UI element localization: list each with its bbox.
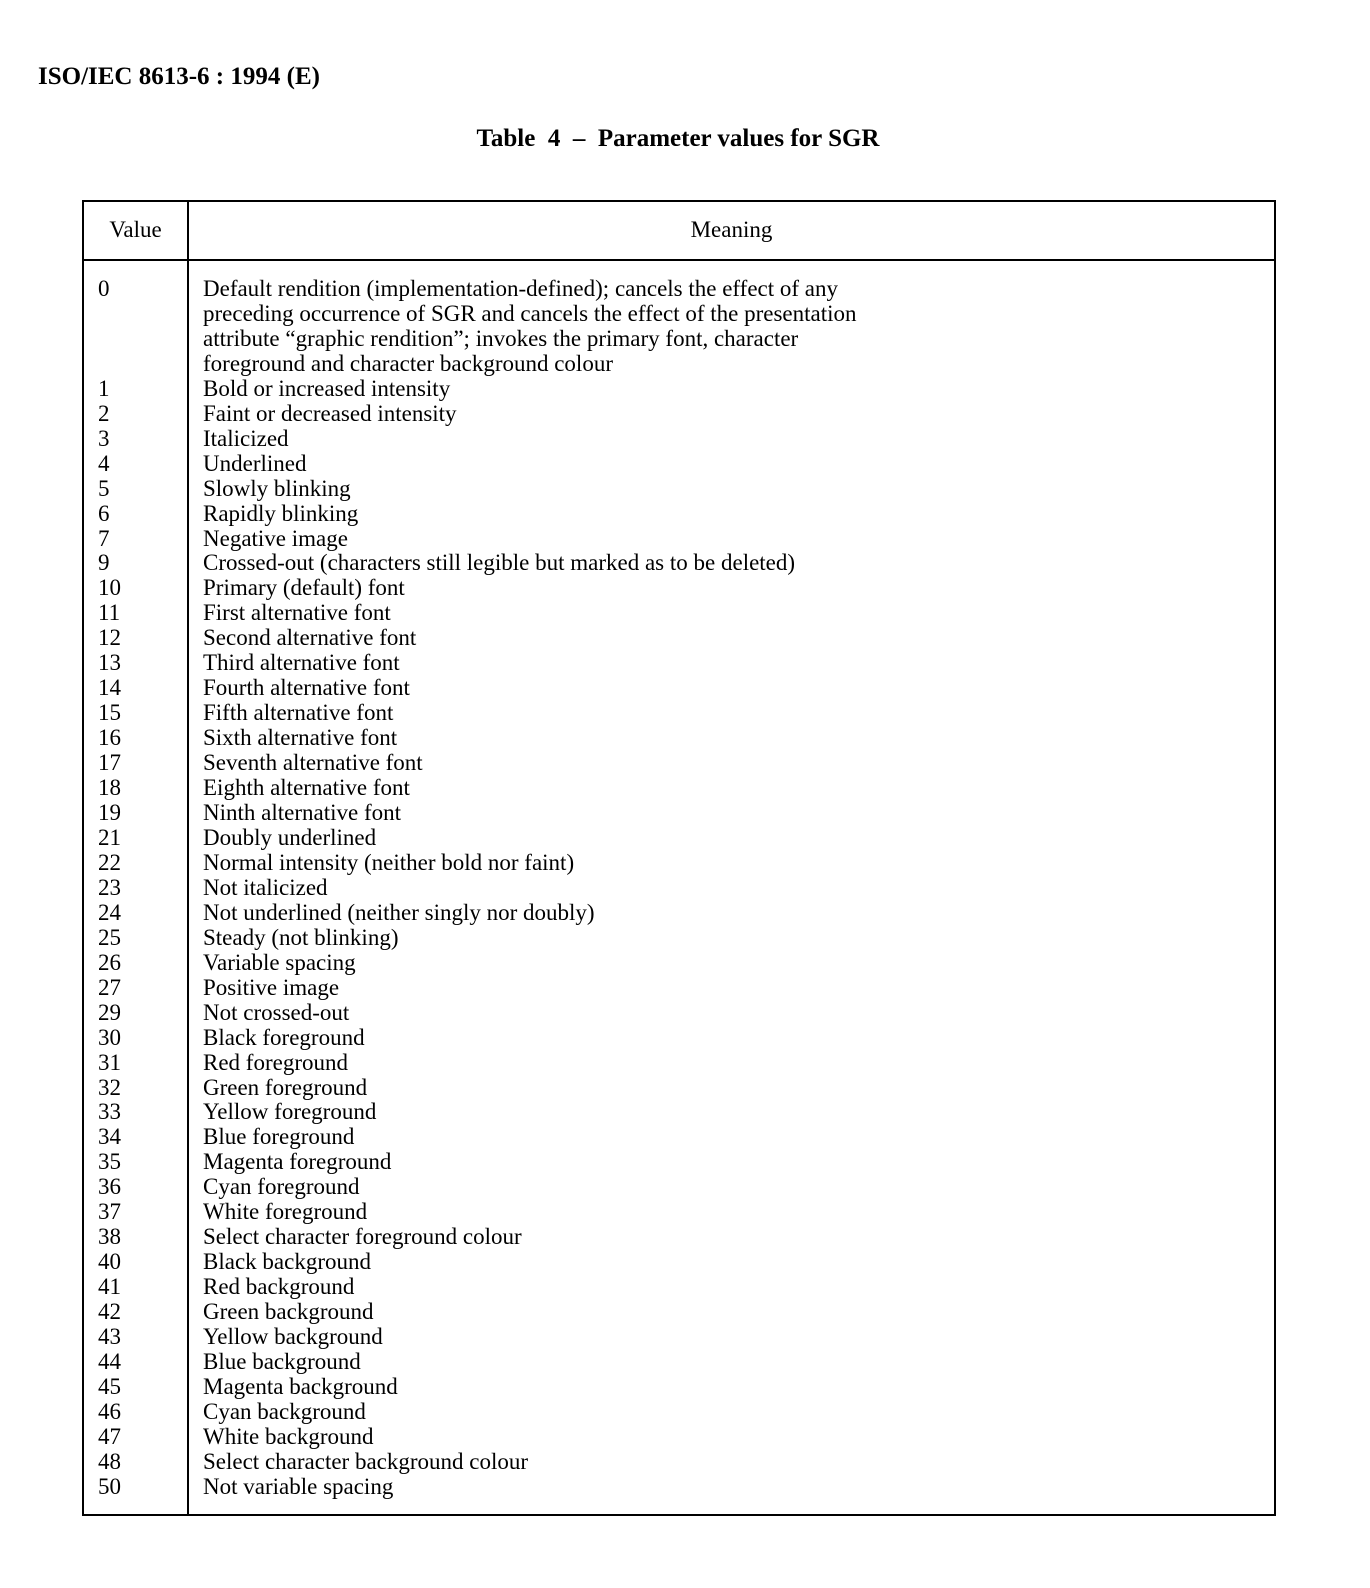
- table-row: [84, 851, 1274, 876]
- value-cell: 41: [98, 1274, 121, 1300]
- value-cell: 6: [98, 500, 110, 526]
- table-row: [84, 551, 1274, 576]
- table-row: [84, 1350, 1274, 1375]
- table-row: [84, 1051, 1274, 1076]
- value-cell: 47: [98, 1423, 121, 1449]
- meaning-cell: Eighth alternative font: [203, 775, 410, 801]
- meaning-cell: Negative image: [203, 525, 348, 551]
- table-row: [84, 477, 1274, 502]
- table-row: [84, 1450, 1274, 1475]
- table-row: [84, 377, 1274, 402]
- meaning-cell: Ninth alternative font: [203, 800, 401, 826]
- meaning-cell: Not underlined (neither singly nor doubly): [203, 899, 595, 925]
- table-row: [84, 651, 1274, 676]
- value-cell: 19: [98, 800, 121, 826]
- value-cell: 43: [98, 1324, 121, 1350]
- meaning-cell: Faint or decreased intensity: [203, 400, 457, 426]
- value-cell: 48: [98, 1448, 121, 1474]
- value-cell: 13: [98, 650, 121, 676]
- meaning-cell: Doubly underlined: [203, 824, 377, 850]
- meaning-cell: Not variable spacing: [203, 1473, 394, 1499]
- table-row: [84, 1375, 1274, 1400]
- table-row: [84, 1275, 1274, 1300]
- meaning-cell: Steady (not blinking): [203, 924, 399, 950]
- document-id: ISO/IEC 8613-6 : 1994 (E): [38, 63, 320, 90]
- meaning-cell: Cyan foreground: [203, 1174, 360, 1200]
- value-cell: 32: [98, 1074, 121, 1100]
- table-row: [84, 1100, 1274, 1125]
- table-row: [84, 626, 1274, 651]
- table-row: [84, 1200, 1274, 1225]
- value-cell: 25: [98, 924, 121, 950]
- table-row: [84, 926, 1274, 951]
- value-cell: 21: [98, 824, 121, 850]
- table-row: [84, 1250, 1274, 1275]
- meaning-cell: Normal intensity (neither bold nor faint): [203, 849, 575, 875]
- meaning-cell: Fourth alternative font: [203, 675, 410, 701]
- value-cell: 1: [98, 375, 110, 401]
- value-cell: 36: [98, 1174, 121, 1200]
- meaning-cell: Sixth alternative font: [203, 725, 398, 751]
- table-row: [84, 976, 1274, 1001]
- table-row: [84, 1300, 1274, 1325]
- value-cell: 26: [98, 949, 121, 975]
- meaning-cell: First alternative font: [203, 600, 391, 626]
- meaning-cell: Positive image: [203, 974, 340, 1000]
- value-cell: 30: [98, 1024, 121, 1050]
- table-row: [84, 951, 1274, 976]
- value-cell: 12: [98, 625, 121, 651]
- meaning-cell: Slowly blinking: [203, 475, 351, 501]
- table-row: [84, 527, 1274, 552]
- value-cell: 10: [98, 575, 121, 601]
- value-cell: 22: [98, 849, 121, 875]
- meaning-cell: Green foreground: [203, 1074, 368, 1100]
- table-row: [84, 1125, 1274, 1150]
- meaning-cell: Blue background: [203, 1348, 361, 1374]
- meaning-cell: Black foreground: [203, 1024, 365, 1050]
- value-cell: 5: [98, 475, 110, 501]
- meaning-cell: Magenta foreground: [203, 1149, 392, 1175]
- table-row: [84, 801, 1274, 826]
- header-value: Value: [109, 217, 162, 242]
- table-row: [84, 1001, 1274, 1026]
- meaning-cell: Magenta background: [203, 1373, 398, 1399]
- meaning-cell: Bold or increased intensity: [203, 375, 451, 401]
- value-cell: 4: [98, 450, 110, 476]
- meaning-cell: Crossed-out (characters still legible but marked as to be deleted): [203, 550, 796, 576]
- table-row: [84, 1225, 1274, 1250]
- table-body: [84, 277, 1274, 1500]
- header-rule: [84, 259, 1274, 261]
- meaning-cell: Red foreground: [203, 1049, 348, 1075]
- meaning-cell: Seventh alternative font: [203, 750, 423, 776]
- header-meaning: Meaning: [690, 217, 773, 242]
- table-row: [84, 751, 1274, 776]
- meaning-cell: White foreground: [203, 1199, 368, 1225]
- value-cell: 2: [98, 400, 110, 426]
- meaning-cell: Cyan background: [203, 1398, 366, 1424]
- meaning-cell: Blue foreground: [203, 1124, 355, 1150]
- table-row: [84, 901, 1274, 926]
- table-row: [84, 676, 1274, 701]
- table-row: [84, 1475, 1274, 1500]
- table-row: [84, 876, 1274, 901]
- table-row: [84, 826, 1274, 851]
- value-cell: 7: [98, 525, 110, 551]
- table-row: [84, 427, 1274, 452]
- table-row: [84, 776, 1274, 801]
- meaning-cell: Not italicized: [203, 874, 328, 900]
- table-row: [84, 576, 1274, 601]
- table-row: [84, 1175, 1274, 1200]
- meaning-cell: Red background: [203, 1274, 355, 1300]
- value-cell: 37: [98, 1199, 121, 1225]
- meaning-cell: Select character foreground colour: [203, 1224, 522, 1250]
- table-row: [84, 701, 1274, 726]
- meaning-cell: Select character background colour: [203, 1448, 529, 1474]
- value-cell: 9: [98, 550, 110, 576]
- table-caption: Table 4 – Parameter values for SGR: [476, 125, 880, 152]
- value-cell: 23: [98, 874, 121, 900]
- meaning-cell: Black background: [203, 1249, 371, 1275]
- table-row: [84, 402, 1274, 427]
- meaning-cell: Underlined: [203, 450, 307, 476]
- table-row: [84, 601, 1274, 626]
- meaning-cell: Fifth alternative font: [203, 700, 394, 726]
- value-cell: 35: [98, 1149, 121, 1175]
- table-row: [84, 1076, 1274, 1101]
- value-cell: 11: [98, 600, 121, 626]
- value-cell: 0: [98, 276, 110, 301]
- value-cell: 38: [98, 1224, 121, 1250]
- table-row: [84, 277, 1274, 377]
- table-row: [84, 726, 1274, 751]
- meaning-cell: Yellow background: [203, 1324, 383, 1350]
- value-cell: 42: [98, 1299, 121, 1325]
- table-row: [84, 1150, 1274, 1175]
- value-cell: 15: [98, 700, 121, 726]
- table-row: [84, 452, 1274, 477]
- value-cell: 17: [98, 750, 121, 776]
- value-cell: 44: [98, 1348, 121, 1374]
- meaning-cell: Green background: [203, 1299, 374, 1325]
- sgr-parameter-table: [82, 200, 1276, 1516]
- meaning-cell: Italicized: [203, 425, 289, 451]
- meaning-cell: Second alternative font: [203, 625, 417, 651]
- meaning-cell: Third alternative font: [203, 650, 400, 676]
- value-cell: 27: [98, 974, 121, 1000]
- value-cell: 50: [98, 1473, 121, 1499]
- table-row: [84, 1026, 1274, 1051]
- meaning-cell: Default rendition (implementation-defined); cancels the effect of any preceding occurrence of SGR and cancels the effect of the presentation attribute “graphic rendition”; invokes the primary font, character foreground and character background colour: [203, 276, 857, 376]
- meaning-cell: Rapidly blinking: [203, 500, 359, 526]
- table-row: [84, 1325, 1274, 1350]
- table-row: [84, 502, 1274, 527]
- meaning-cell: White background: [203, 1423, 374, 1449]
- value-cell: 24: [98, 899, 121, 925]
- table-row: [84, 1425, 1274, 1450]
- value-cell: 18: [98, 775, 121, 801]
- value-cell: 29: [98, 999, 121, 1025]
- value-cell: 3: [98, 425, 110, 451]
- value-cell: 16: [98, 725, 121, 751]
- value-cell: 40: [98, 1249, 121, 1275]
- value-cell: 45: [98, 1373, 121, 1399]
- value-cell: 31: [98, 1049, 121, 1075]
- meaning-cell: Primary (default) font: [203, 575, 405, 601]
- meaning-cell: Yellow foreground: [203, 1099, 377, 1125]
- table-row: [84, 1400, 1274, 1425]
- value-cell: 46: [98, 1398, 121, 1424]
- meaning-cell: Variable spacing: [203, 949, 356, 975]
- meaning-cell: Not crossed-out: [203, 999, 350, 1025]
- value-cell: 33: [98, 1099, 121, 1125]
- value-cell: 14: [98, 675, 121, 701]
- value-cell: 34: [98, 1124, 121, 1150]
